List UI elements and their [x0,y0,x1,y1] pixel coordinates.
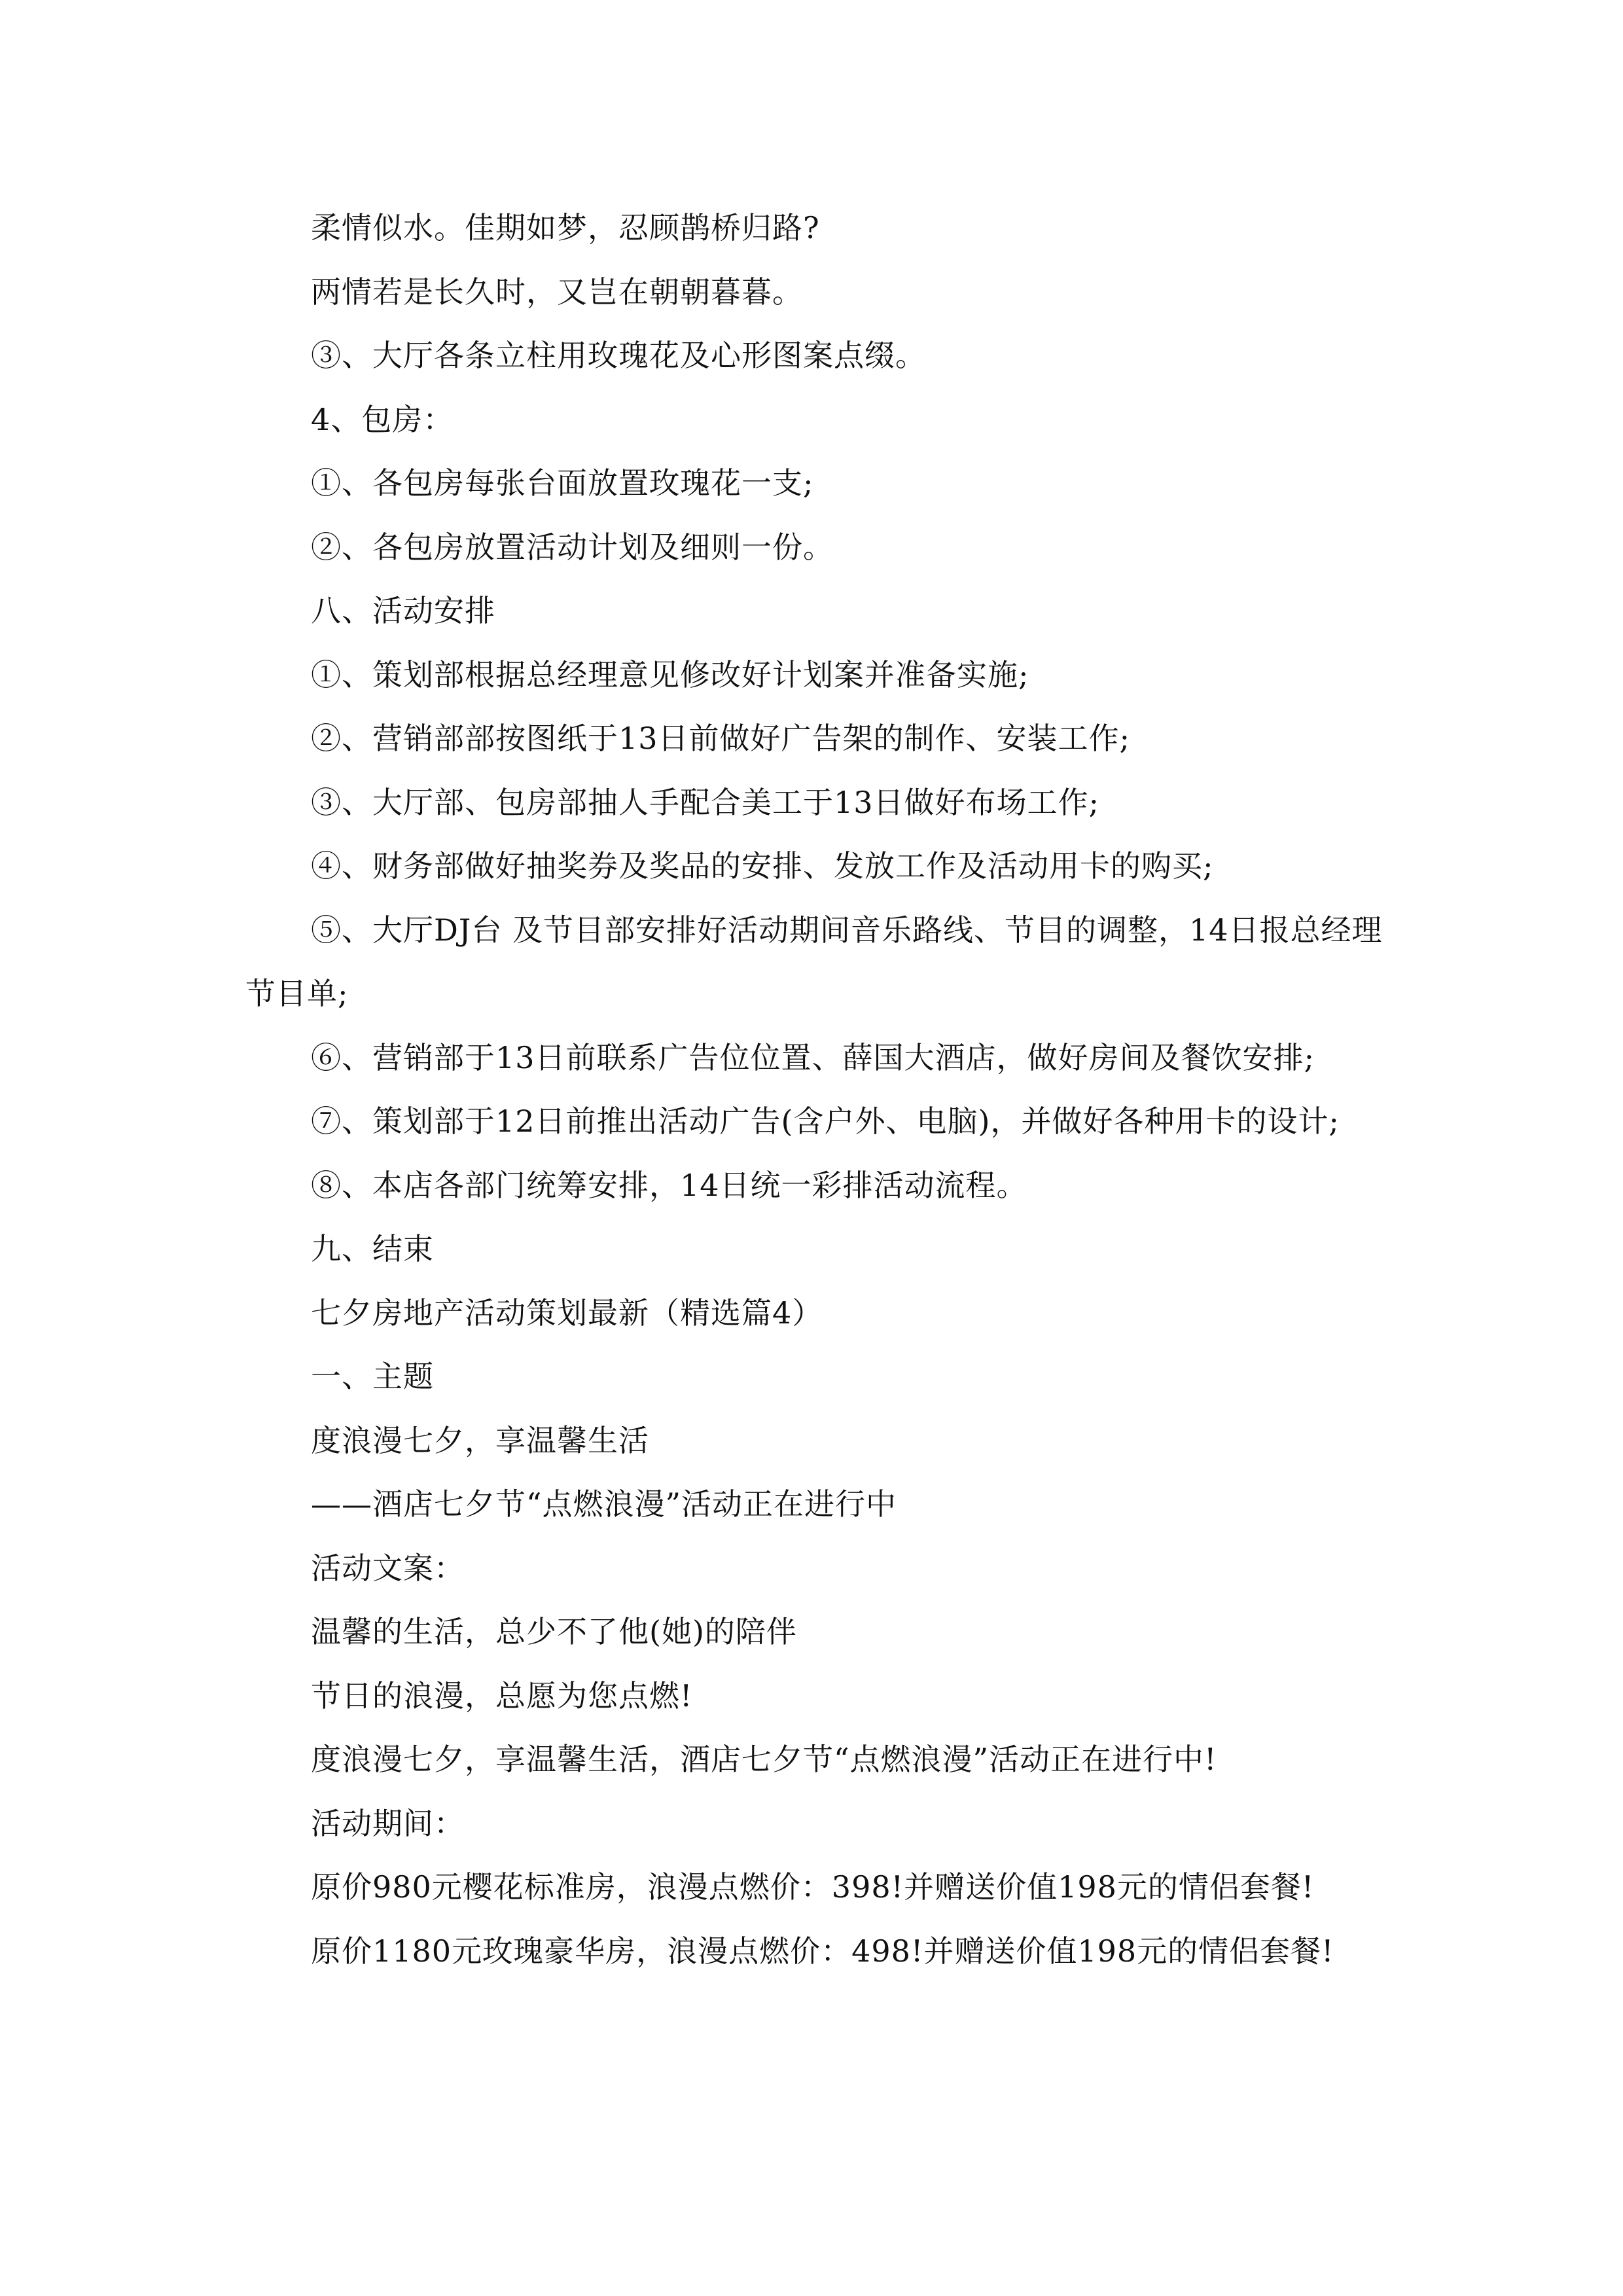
paragraph: ①、策划部根据总经理意见修改好计划案并准备实施; [311,656,1029,692]
paragraph: ②、各包房放置活动计划及细则一份。 [311,529,834,565]
paragraph: 原价980元樱花标准房，浪漫点燃价：398!并赠送价值198元的情侣套餐! [311,1869,1315,1905]
article-title: 七夕房地产活动策划最新（精选篇4） [311,1295,823,1331]
paragraph: 活动期间： [311,1805,465,1841]
paragraph: 原价1180元玫瑰豪华房，浪漫点燃价：498!并赠送价值198元的情侣套餐! [311,1933,1334,1969]
paragraph: ③、大厅部、包房部抽人手配合美工于13日做好布场工作; [311,784,1100,820]
paragraph: 温馨的生活，总少不了他(她)的陪伴 [311,1614,797,1649]
paragraph: ③、大厅各条立柱用玫瑰花及心形图案点缀。 [311,338,926,373]
paragraph: 柔情似水。佳期如梦，忍顾鹊桥归路? [311,210,820,245]
paragraph: ——酒店七夕节“点燃浪漫”活动正在进行中 [311,1486,897,1522]
paragraph: ⑦、策划部于12日前推出活动广告(含户外、电脑)，并做好各种用卡的设计; [311,1103,1340,1139]
paragraph: ⑧、本店各部门统筹安排，14日统一彩排活动流程。 [311,1167,1027,1203]
document-body [245,196,1387,1983]
paragraph: ①、各包房每张台面放置玫瑰花一支; [311,465,814,501]
paragraph: 节日的浪漫，总愿为您点燃! [311,1677,693,1713]
paragraph: 度浪漫七夕，享温馨生活，酒店七夕节“点燃浪漫”活动正在进行中! [311,1742,1217,1777]
paragraph: 4、包房： [311,401,454,437]
paragraph: 度浪漫七夕，享温馨生活 [311,1422,649,1458]
paragraph: ⑤、大厅DJ台 及节目部安排好活动期间音乐路线、节目的调整，14日报总经理节目单; [245,912,1383,1011]
section-heading: 一、主题 [311,1359,434,1394]
paragraph: ④、财务部做好抽奖券及奖品的安排、发放工作及活动用卡的购买; [311,848,1214,884]
paragraph: ②、营销部部按图纸于13日前做好广告架的制作、安装工作; [311,721,1131,756]
paragraph: ⑥、营销部于13日前联系广告位位置、薛国大酒店，做好房间及餐饮安排; [311,1039,1315,1075]
paragraph: 两情若是长久时，又岂在朝朝暮暮。 [311,274,803,310]
paragraph: 活动文案： [311,1550,465,1586]
section-heading: 八、活动安排 [311,593,495,628]
section-heading: 九、结束 [311,1231,434,1266]
